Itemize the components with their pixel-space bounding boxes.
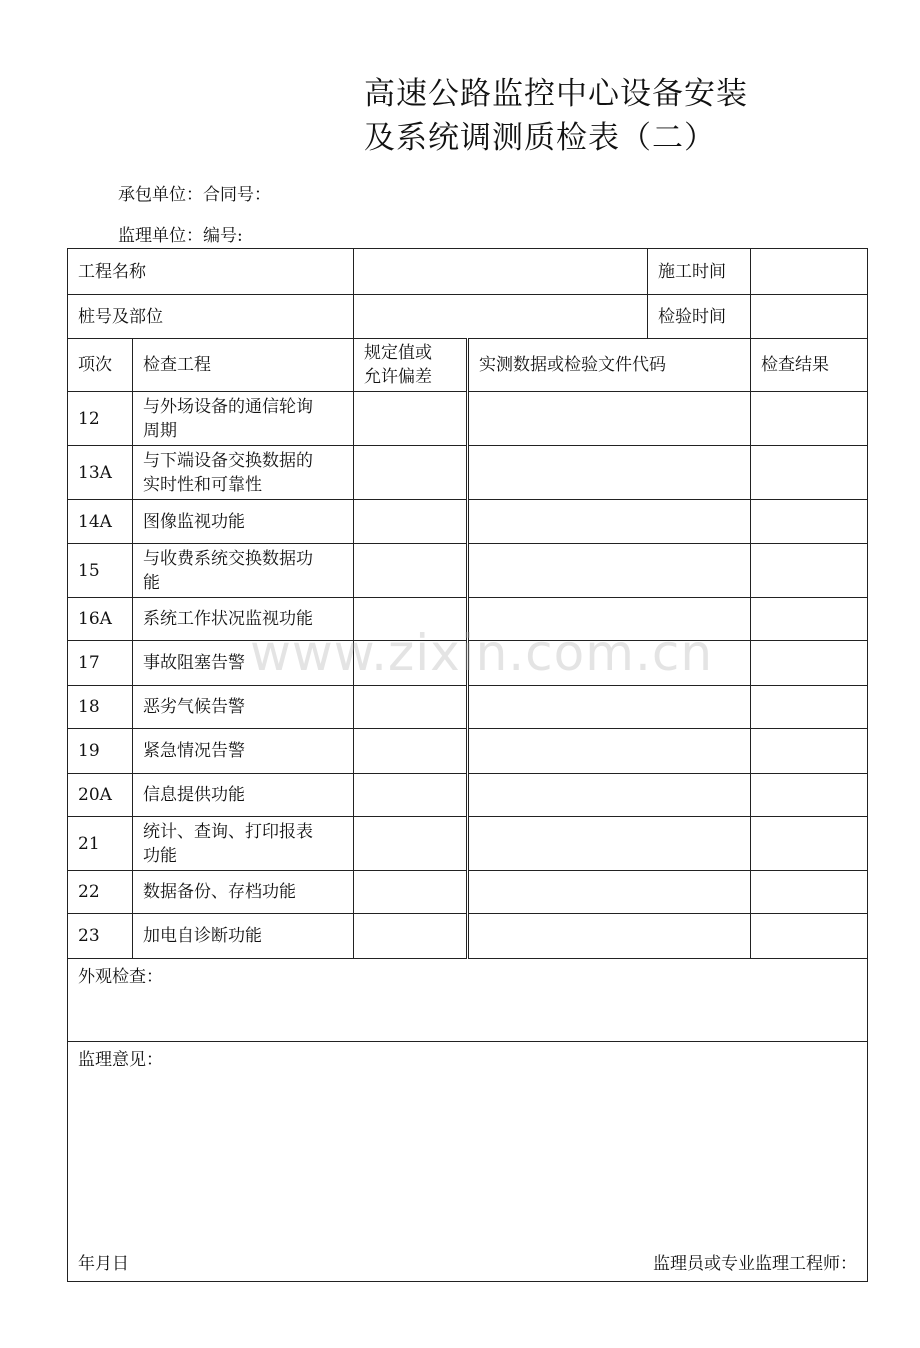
result-cell[interactable] bbox=[751, 641, 868, 686]
inspection-time-value[interactable] bbox=[751, 295, 868, 339]
opinion-label: 监理意见： bbox=[78, 1050, 163, 1070]
supervisor-number-line: 监理单位：编号: bbox=[118, 226, 243, 246]
station-value[interactable] bbox=[354, 295, 648, 339]
check-item bbox=[133, 729, 354, 774]
table-row bbox=[68, 686, 868, 729]
table-row bbox=[68, 774, 868, 817]
check-item bbox=[133, 871, 354, 914]
table-row bbox=[68, 446, 868, 500]
col-spec-line-2: 允许偏差 bbox=[364, 367, 432, 387]
table-row bbox=[68, 392, 868, 446]
form-title bbox=[364, 72, 748, 160]
check-item-line-1: 与下端设备交换数据的 bbox=[143, 450, 313, 471]
item-number: 23 bbox=[68, 914, 133, 959]
item-number: 15 bbox=[68, 544, 133, 598]
construction-time-value[interactable] bbox=[751, 249, 868, 295]
result-cell[interactable] bbox=[751, 817, 868, 871]
item-number: 18 bbox=[68, 686, 133, 729]
measured-cell[interactable] bbox=[468, 544, 751, 598]
check-item-line-1: 统计、查询、打印报表 bbox=[143, 821, 313, 842]
table-row bbox=[68, 871, 868, 914]
opinion-cell[interactable] bbox=[68, 1042, 868, 1282]
item-number: 13A bbox=[68, 446, 133, 500]
check-item-line-2: 功能 bbox=[143, 845, 177, 866]
spec-cell[interactable] bbox=[354, 544, 468, 598]
spec-cell[interactable] bbox=[354, 774, 468, 817]
check-item-line-2: 实时性和可靠性 bbox=[143, 474, 262, 495]
col-check-item: 检查工程 bbox=[133, 339, 354, 392]
opinion-row bbox=[68, 1042, 868, 1282]
result-cell[interactable] bbox=[751, 686, 868, 729]
title-line-1: 高速公路监控中心设备安装 bbox=[364, 76, 748, 112]
measured-cell[interactable] bbox=[468, 817, 751, 871]
measured-cell[interactable] bbox=[468, 598, 751, 641]
header-row-project bbox=[68, 249, 868, 295]
header-row-station bbox=[68, 295, 868, 339]
table-row bbox=[68, 544, 868, 598]
spec-cell[interactable] bbox=[354, 871, 468, 914]
item-number: 22 bbox=[68, 871, 133, 914]
spec-cell[interactable] bbox=[354, 914, 468, 959]
appearance-label: 外观检查： bbox=[78, 967, 163, 987]
check-item-line-1: 信息提供功能 bbox=[143, 785, 245, 805]
appearance-row bbox=[68, 959, 868, 1042]
table-row bbox=[68, 500, 868, 544]
check-item bbox=[133, 914, 354, 959]
inspection-time-label: 检验时间 bbox=[648, 295, 751, 339]
spec-cell[interactable] bbox=[354, 598, 468, 641]
project-name-value[interactable] bbox=[354, 249, 648, 295]
measured-cell[interactable] bbox=[468, 729, 751, 774]
date-label: 年月日 bbox=[78, 1254, 129, 1274]
check-item bbox=[133, 817, 354, 871]
construction-time-label: 施工时间 bbox=[648, 249, 751, 295]
contractor-contract-line: 承包单位：合同号： bbox=[118, 185, 271, 205]
check-item bbox=[133, 641, 354, 686]
check-item-line-1: 恶劣气候告警 bbox=[143, 697, 245, 717]
table-row bbox=[68, 729, 868, 774]
measured-cell[interactable] bbox=[468, 446, 751, 500]
check-item bbox=[133, 446, 354, 500]
project-name-label: 工程名称 bbox=[68, 249, 354, 295]
item-number: 19 bbox=[68, 729, 133, 774]
item-number: 12 bbox=[68, 392, 133, 446]
measured-cell[interactable] bbox=[468, 392, 751, 446]
col-spec-line-1: 规定值或 bbox=[364, 343, 432, 363]
watermark: www.zixin.com.cn bbox=[250, 624, 714, 682]
inspection-table bbox=[67, 248, 868, 1282]
check-item bbox=[133, 544, 354, 598]
result-cell[interactable] bbox=[751, 392, 868, 446]
spec-cell[interactable] bbox=[354, 729, 468, 774]
spec-cell[interactable] bbox=[354, 446, 468, 500]
result-cell[interactable] bbox=[751, 446, 868, 500]
check-item-line-1: 加电自诊断功能 bbox=[143, 926, 262, 946]
table-row bbox=[68, 914, 868, 959]
spec-cell[interactable] bbox=[354, 817, 468, 871]
measured-cell[interactable] bbox=[468, 500, 751, 544]
spec-cell[interactable] bbox=[354, 686, 468, 729]
measured-cell[interactable] bbox=[468, 686, 751, 729]
appearance-cell[interactable] bbox=[68, 959, 868, 1042]
result-cell[interactable] bbox=[751, 914, 868, 959]
column-header-row bbox=[68, 339, 868, 392]
title-line-2: 及系统调测质检表（二） bbox=[364, 120, 716, 156]
measured-cell[interactable] bbox=[468, 871, 751, 914]
result-cell[interactable] bbox=[751, 871, 868, 914]
result-cell[interactable] bbox=[751, 729, 868, 774]
check-item-line-1: 紧急情况告警 bbox=[143, 741, 245, 761]
check-item bbox=[133, 686, 354, 729]
measured-cell[interactable] bbox=[468, 774, 751, 817]
result-cell[interactable] bbox=[751, 500, 868, 544]
result-cell[interactable] bbox=[751, 598, 868, 641]
check-item-line-2: 周期 bbox=[143, 420, 177, 441]
check-item-line-1: 数据备份、存档功能 bbox=[143, 882, 296, 902]
spec-cell[interactable] bbox=[354, 641, 468, 686]
item-number: 20A bbox=[68, 774, 133, 817]
item-number: 16A bbox=[68, 598, 133, 641]
check-item bbox=[133, 392, 354, 446]
check-item bbox=[133, 500, 354, 544]
col-result: 检查结果 bbox=[751, 339, 868, 392]
check-item-line-1: 系统工作状况监视功能 bbox=[143, 609, 313, 629]
item-number: 17 bbox=[68, 641, 133, 686]
result-cell[interactable] bbox=[751, 774, 868, 817]
measured-cell[interactable] bbox=[468, 914, 751, 959]
col-measured: 实测数据或检验文件代码 bbox=[468, 339, 751, 392]
table-row bbox=[68, 817, 868, 871]
check-item bbox=[133, 774, 354, 817]
check-item-line-1: 与收费系统交换数据功 bbox=[143, 548, 313, 569]
table-row bbox=[68, 641, 868, 686]
check-item-line-1: 事故阻塞告警 bbox=[143, 653, 245, 673]
check-item-line-1: 与外场设备的通信轮询 bbox=[143, 396, 313, 417]
item-number: 14A bbox=[68, 500, 133, 544]
item-number: 21 bbox=[68, 817, 133, 871]
check-item-line-2: 能 bbox=[143, 572, 160, 593]
result-cell[interactable] bbox=[751, 544, 868, 598]
check-item-line-1: 图像监视功能 bbox=[143, 511, 245, 532]
signer-label: 监理员或专业监理工程师： bbox=[653, 1254, 857, 1274]
table-row bbox=[68, 598, 868, 641]
check-item bbox=[133, 598, 354, 641]
col-item-no: 项次 bbox=[68, 339, 133, 392]
col-spec bbox=[354, 339, 468, 392]
measured-cell[interactable] bbox=[468, 641, 751, 686]
spec-cell[interactable] bbox=[354, 392, 468, 446]
spec-cell[interactable] bbox=[354, 500, 468, 544]
station-label: 桩号及部位 bbox=[68, 295, 354, 339]
